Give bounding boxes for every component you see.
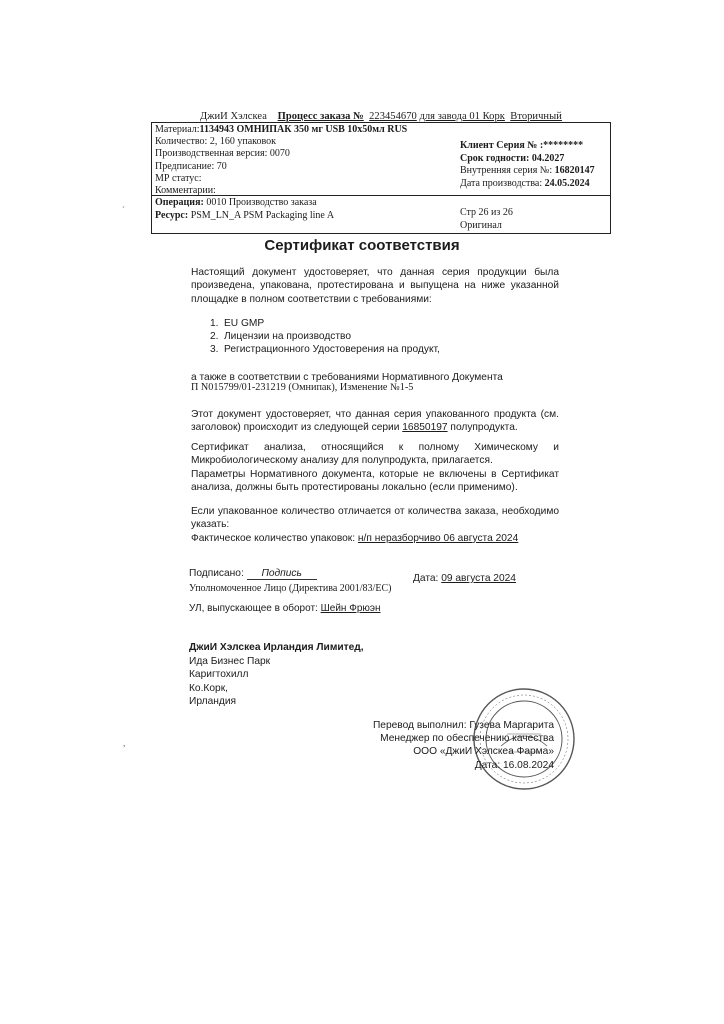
list-item-text: EU GMP bbox=[224, 318, 265, 329]
address-line: Ида Бизнес Парк bbox=[189, 655, 271, 667]
list-item-number: 1. bbox=[210, 318, 219, 329]
prod-date-row bbox=[460, 178, 595, 191]
material-label: Материал: bbox=[155, 124, 200, 135]
header-type: Вторичный bbox=[510, 111, 562, 122]
prod-date-value: 24.05.2024 bbox=[544, 177, 590, 189]
header-plant: для завода 01 Корк bbox=[419, 111, 505, 122]
release-person: Шейн Фрюэн bbox=[320, 603, 381, 614]
operation-label: Операция: bbox=[155, 197, 204, 208]
resource-label: Ресурс: bbox=[155, 209, 189, 221]
operation-column bbox=[155, 197, 334, 222]
list-item bbox=[210, 330, 440, 343]
analysis-text: Сертификат анализа, относящийся к полному Химическому и Микробиологическому анализу для полупродукта, прилагается. bbox=[191, 442, 559, 467]
address-line: Ирландия bbox=[189, 696, 237, 708]
signed-row bbox=[189, 568, 317, 580]
signed-label: Подписано: bbox=[189, 568, 244, 579]
intro-paragraph: Настоящий документ удостоверяет, что данная серия продукции была произведена, упакована, протестирована и выпущена на ниже указанной площадке в полном соответствии с требованиями: bbox=[191, 267, 559, 305]
quantity-text: Если упакованное количество отличается от количества заказа, необходимо указать: bbox=[191, 506, 559, 531]
series-text-before: Этот документ удостоверяет, что данная серия упакованного продукта (см. заголовок) происходит из следующей серии bbox=[191, 409, 559, 434]
qualified-person: Уполномоченное Лицо (Директива 2001/83/ЕС) bbox=[189, 583, 392, 594]
series-paragraph bbox=[191, 408, 559, 435]
client-series-label: Клиент Серия № bbox=[460, 140, 538, 151]
comments-row: Комментарии: bbox=[155, 185, 216, 197]
actual-quantity-value: н/п неразборчиво 06 августа 2024 bbox=[357, 532, 519, 544]
analysis-paragraph bbox=[191, 441, 559, 495]
client-series-value: :******** bbox=[539, 140, 584, 151]
order-header bbox=[200, 111, 562, 122]
address-line: Ко.Корк, bbox=[189, 682, 228, 694]
signature-date bbox=[413, 573, 516, 584]
list-item bbox=[210, 343, 440, 356]
resource-value: PSM_LN_A PSM Packaging line A bbox=[190, 209, 335, 221]
parameters-text: Параметры Нормативного документа, которые не включены в Сертификат анализа, должны быть протестированы локально (если применимо). bbox=[191, 468, 559, 494]
resource-row bbox=[155, 210, 334, 223]
mp-status-row: МР статус: bbox=[155, 172, 202, 184]
header-order-number: 223454670 bbox=[369, 111, 417, 122]
list-item bbox=[210, 317, 440, 330]
translator: Перевод выполнил: Гузева Маргарита bbox=[372, 720, 554, 731]
material-value: 1134943 ОМНИПАК 350 мг USB 10х50мл RUS bbox=[199, 124, 408, 135]
address-line: Каригтохилл bbox=[189, 669, 249, 681]
order-info-box bbox=[151, 122, 611, 234]
page-info-column bbox=[460, 207, 513, 232]
material-row bbox=[155, 124, 407, 136]
actual-quantity-row bbox=[191, 532, 559, 545]
version-row: Производственная версия: 0070 bbox=[155, 148, 290, 160]
expiry-value: 04.2027 bbox=[531, 152, 565, 164]
signature: Подпись bbox=[247, 568, 317, 580]
document-title: Сертификат соответствия bbox=[264, 237, 460, 254]
prod-date-label: Дата производства: bbox=[460, 177, 543, 189]
client-series-row bbox=[460, 140, 595, 153]
info-divider bbox=[152, 195, 610, 196]
translation-block bbox=[373, 719, 554, 772]
translation-date: Дата: 16.08.2024 bbox=[474, 759, 554, 771]
intermediate-series-number: 16850197 bbox=[402, 422, 448, 434]
release-row bbox=[189, 603, 381, 614]
translator-organization: ООО «ДжиИ Хэлскеа Фарма» bbox=[413, 746, 554, 758]
header-order-label: Процесс заказа № bbox=[277, 111, 364, 122]
header-company: ДжиИ Хэлскеа bbox=[200, 111, 267, 122]
address-line: ДжиИ Хэлскеа Ирландия Лимитед, bbox=[189, 642, 364, 653]
list-item-text: Регистрационного Удостоверения на продукт, bbox=[224, 344, 440, 356]
expiry-label: Срок годности: bbox=[460, 152, 530, 164]
release-label: УЛ, выпускающее в оборот: bbox=[189, 603, 321, 614]
series-text-after: полупродукта. bbox=[447, 422, 518, 434]
translator-role: Менеджер по обеспечению качества bbox=[380, 733, 554, 745]
list-item-text: Лицензии на производство bbox=[224, 331, 352, 343]
internal-series-label: Внутренняя серия №: bbox=[460, 165, 553, 177]
internal-series-value: 16820147 bbox=[554, 165, 595, 177]
predispatch-row: Предписание: 70 bbox=[155, 160, 227, 172]
scan-speck: , bbox=[123, 738, 126, 748]
actual-quantity-label: Фактическое количество упаковок: bbox=[191, 532, 358, 544]
quantity-paragraph bbox=[191, 505, 559, 545]
list-item-number: 2. bbox=[210, 331, 219, 343]
date-label: Дата: bbox=[413, 573, 442, 584]
also-line: а также в соответствии с требованиями Нормативного Документа bbox=[191, 372, 503, 383]
original-label: Оригинал bbox=[460, 219, 502, 231]
internal-series-row bbox=[460, 165, 595, 178]
operation-row bbox=[155, 197, 334, 210]
normative-doc-reference: П N015799/01-231219 (Омнипак), Изменение №1-5 bbox=[191, 382, 414, 393]
date-value: 09 августа 2024 bbox=[441, 573, 516, 584]
expiry-row bbox=[460, 153, 595, 166]
requirements-list bbox=[210, 317, 440, 357]
company-address bbox=[189, 641, 364, 709]
scan-speck: ´ bbox=[122, 205, 125, 215]
info-right-column bbox=[460, 140, 595, 190]
info-left-column bbox=[155, 124, 407, 197]
list-item-number: 3. bbox=[210, 344, 219, 356]
page-number: Стр 26 из 26 bbox=[460, 207, 513, 218]
operation-value: 0010 Производство заказа bbox=[206, 197, 317, 208]
quantity-row: Количество: 2, 160 упаковок bbox=[155, 136, 276, 148]
